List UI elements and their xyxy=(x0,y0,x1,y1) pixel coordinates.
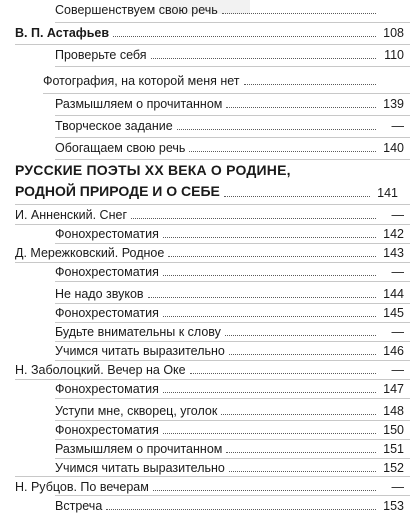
dot-leader xyxy=(163,433,376,434)
toc-entry-page: — xyxy=(391,363,404,377)
toc-entry-title: Не надо звуков xyxy=(55,287,144,301)
dot-leader xyxy=(151,58,376,59)
dot-leader xyxy=(163,392,376,393)
toc-entry[interactable] xyxy=(0,341,410,359)
section-heading[interactable] xyxy=(15,180,404,201)
toc-entry[interactable] xyxy=(0,243,410,261)
toc-entry-title: Размышляем о прочитанном xyxy=(55,97,223,111)
toc-entry-title: Учимся читать выразительно xyxy=(55,461,225,475)
divider xyxy=(55,398,410,399)
toc-entry-page: — xyxy=(391,265,404,279)
toc-entry[interactable] xyxy=(0,23,410,41)
toc-entry-page: — xyxy=(391,119,404,133)
toc-entry-title: Фонохрестоматия xyxy=(55,382,159,396)
dot-leader xyxy=(163,275,376,276)
dot-leader xyxy=(163,237,376,238)
toc-entry[interactable] xyxy=(0,0,410,18)
dot-leader xyxy=(189,151,376,152)
toc-entry-title: Обогащаем свою речь xyxy=(55,141,186,155)
toc-entry[interactable] xyxy=(0,401,410,419)
dot-leader xyxy=(148,297,376,298)
toc-entry[interactable] xyxy=(0,284,410,302)
toc-entry-title: Д. Мережковский. Родное xyxy=(15,246,165,260)
dot-leader xyxy=(229,471,376,472)
toc-entry-page: 140 xyxy=(383,141,404,155)
toc-entry-page: 139 xyxy=(383,97,404,111)
toc-entry[interactable] xyxy=(0,458,410,476)
toc-entry-page: 110 xyxy=(384,48,404,62)
toc-entry-title: Фонохрестоматия xyxy=(55,227,159,241)
toc-entry-title: Будьте внимательны к слову xyxy=(55,325,221,339)
toc-entry-page: 150 xyxy=(383,423,404,437)
toc-entry-page: — xyxy=(391,208,404,222)
toc-entry-title: И. Анненский. Снег xyxy=(15,208,127,222)
toc-entry-page: — xyxy=(391,325,404,339)
toc-entry[interactable] xyxy=(0,379,410,397)
dot-leader xyxy=(177,129,376,130)
toc-entry-page: 147 xyxy=(383,382,404,396)
toc-entry[interactable] xyxy=(0,439,410,457)
toc-entry[interactable] xyxy=(0,224,410,242)
dot-leader xyxy=(153,490,376,491)
toc-entry-title: Фонохрестоматия xyxy=(55,423,159,437)
dot-leader xyxy=(106,509,376,510)
toc-entry-title: Н. Заболоцкий. Вечер на Оке xyxy=(15,363,186,377)
section-heading-line1: РУССКИЕ ПОЭТЫ XX ВЕКА О РОДИНЕ, xyxy=(15,162,291,178)
toc-entry-title: Размышляем о прочитанном xyxy=(55,442,223,456)
toc-entry-page: 151 xyxy=(383,442,404,456)
toc-entry-page: 152 xyxy=(383,461,404,475)
dot-leader xyxy=(221,414,376,415)
toc-entry[interactable] xyxy=(0,94,410,112)
toc-entry-title: Фонохрестоматия xyxy=(55,306,159,320)
section-page: 141 xyxy=(377,186,398,200)
toc-entry[interactable] xyxy=(0,71,410,89)
toc-entry[interactable] xyxy=(0,420,410,438)
toc-entry-title: Фонохрестоматия xyxy=(55,265,159,279)
toc-entry-page: — xyxy=(391,480,404,494)
toc-entry-title: Творческое задание xyxy=(55,119,173,133)
dot-leader xyxy=(222,13,376,14)
toc-entry-page: 144 xyxy=(383,287,404,301)
dot-leader xyxy=(226,107,376,108)
toc-entry-title: Фотография, на которой меня нет xyxy=(43,74,240,88)
dot-leader xyxy=(226,452,376,453)
toc-entry[interactable] xyxy=(0,138,410,156)
divider xyxy=(55,281,410,282)
toc-entry-title: Совершенствуем свою речь xyxy=(55,3,218,17)
toc-entry-title: Уступи мне, скворец, уголок xyxy=(55,404,218,418)
toc-entry-page: 143 xyxy=(383,246,404,260)
toc-entry[interactable] xyxy=(0,496,410,514)
toc-entry[interactable] xyxy=(0,45,410,63)
toc-entry-page: 142 xyxy=(383,227,404,241)
toc-entry[interactable] xyxy=(0,360,410,378)
section-heading-line2: РОДНОЙ ПРИРОДЕ И О СЕБЕ xyxy=(15,183,220,199)
dot-leader xyxy=(163,316,376,317)
toc-entry-page: 153 xyxy=(383,499,404,513)
toc-entry[interactable] xyxy=(0,303,410,321)
toc-entry-page: 145 xyxy=(383,306,404,320)
divider xyxy=(55,66,410,67)
toc-entry[interactable] xyxy=(0,322,410,340)
toc-entry[interactable] xyxy=(0,116,410,134)
dot-leader xyxy=(229,354,376,355)
toc-entry[interactable] xyxy=(0,477,410,495)
dot-leader xyxy=(190,373,376,374)
toc-entry[interactable] xyxy=(0,205,410,223)
dot-leader xyxy=(168,256,376,257)
dot-leader xyxy=(225,335,376,336)
dot-leader xyxy=(113,36,376,37)
toc-entry-title: Встреча xyxy=(55,499,103,513)
toc-entry-title: Н. Рубцов. По вечерам xyxy=(15,480,149,494)
dot-leader xyxy=(131,218,376,219)
toc-entry-page: 108 xyxy=(383,26,404,40)
dot-leader xyxy=(244,84,376,85)
toc-entry-title: Проверьте себя xyxy=(55,48,147,62)
toc-entry-title: В. П. Астафьев xyxy=(15,26,110,40)
dot-leader xyxy=(224,196,370,197)
toc-entry[interactable] xyxy=(0,262,410,280)
toc-entry-page: 146 xyxy=(383,344,404,358)
toc-entry-title: Учимся читать выразительно xyxy=(55,344,225,358)
toc-entry-page: 148 xyxy=(383,404,404,418)
